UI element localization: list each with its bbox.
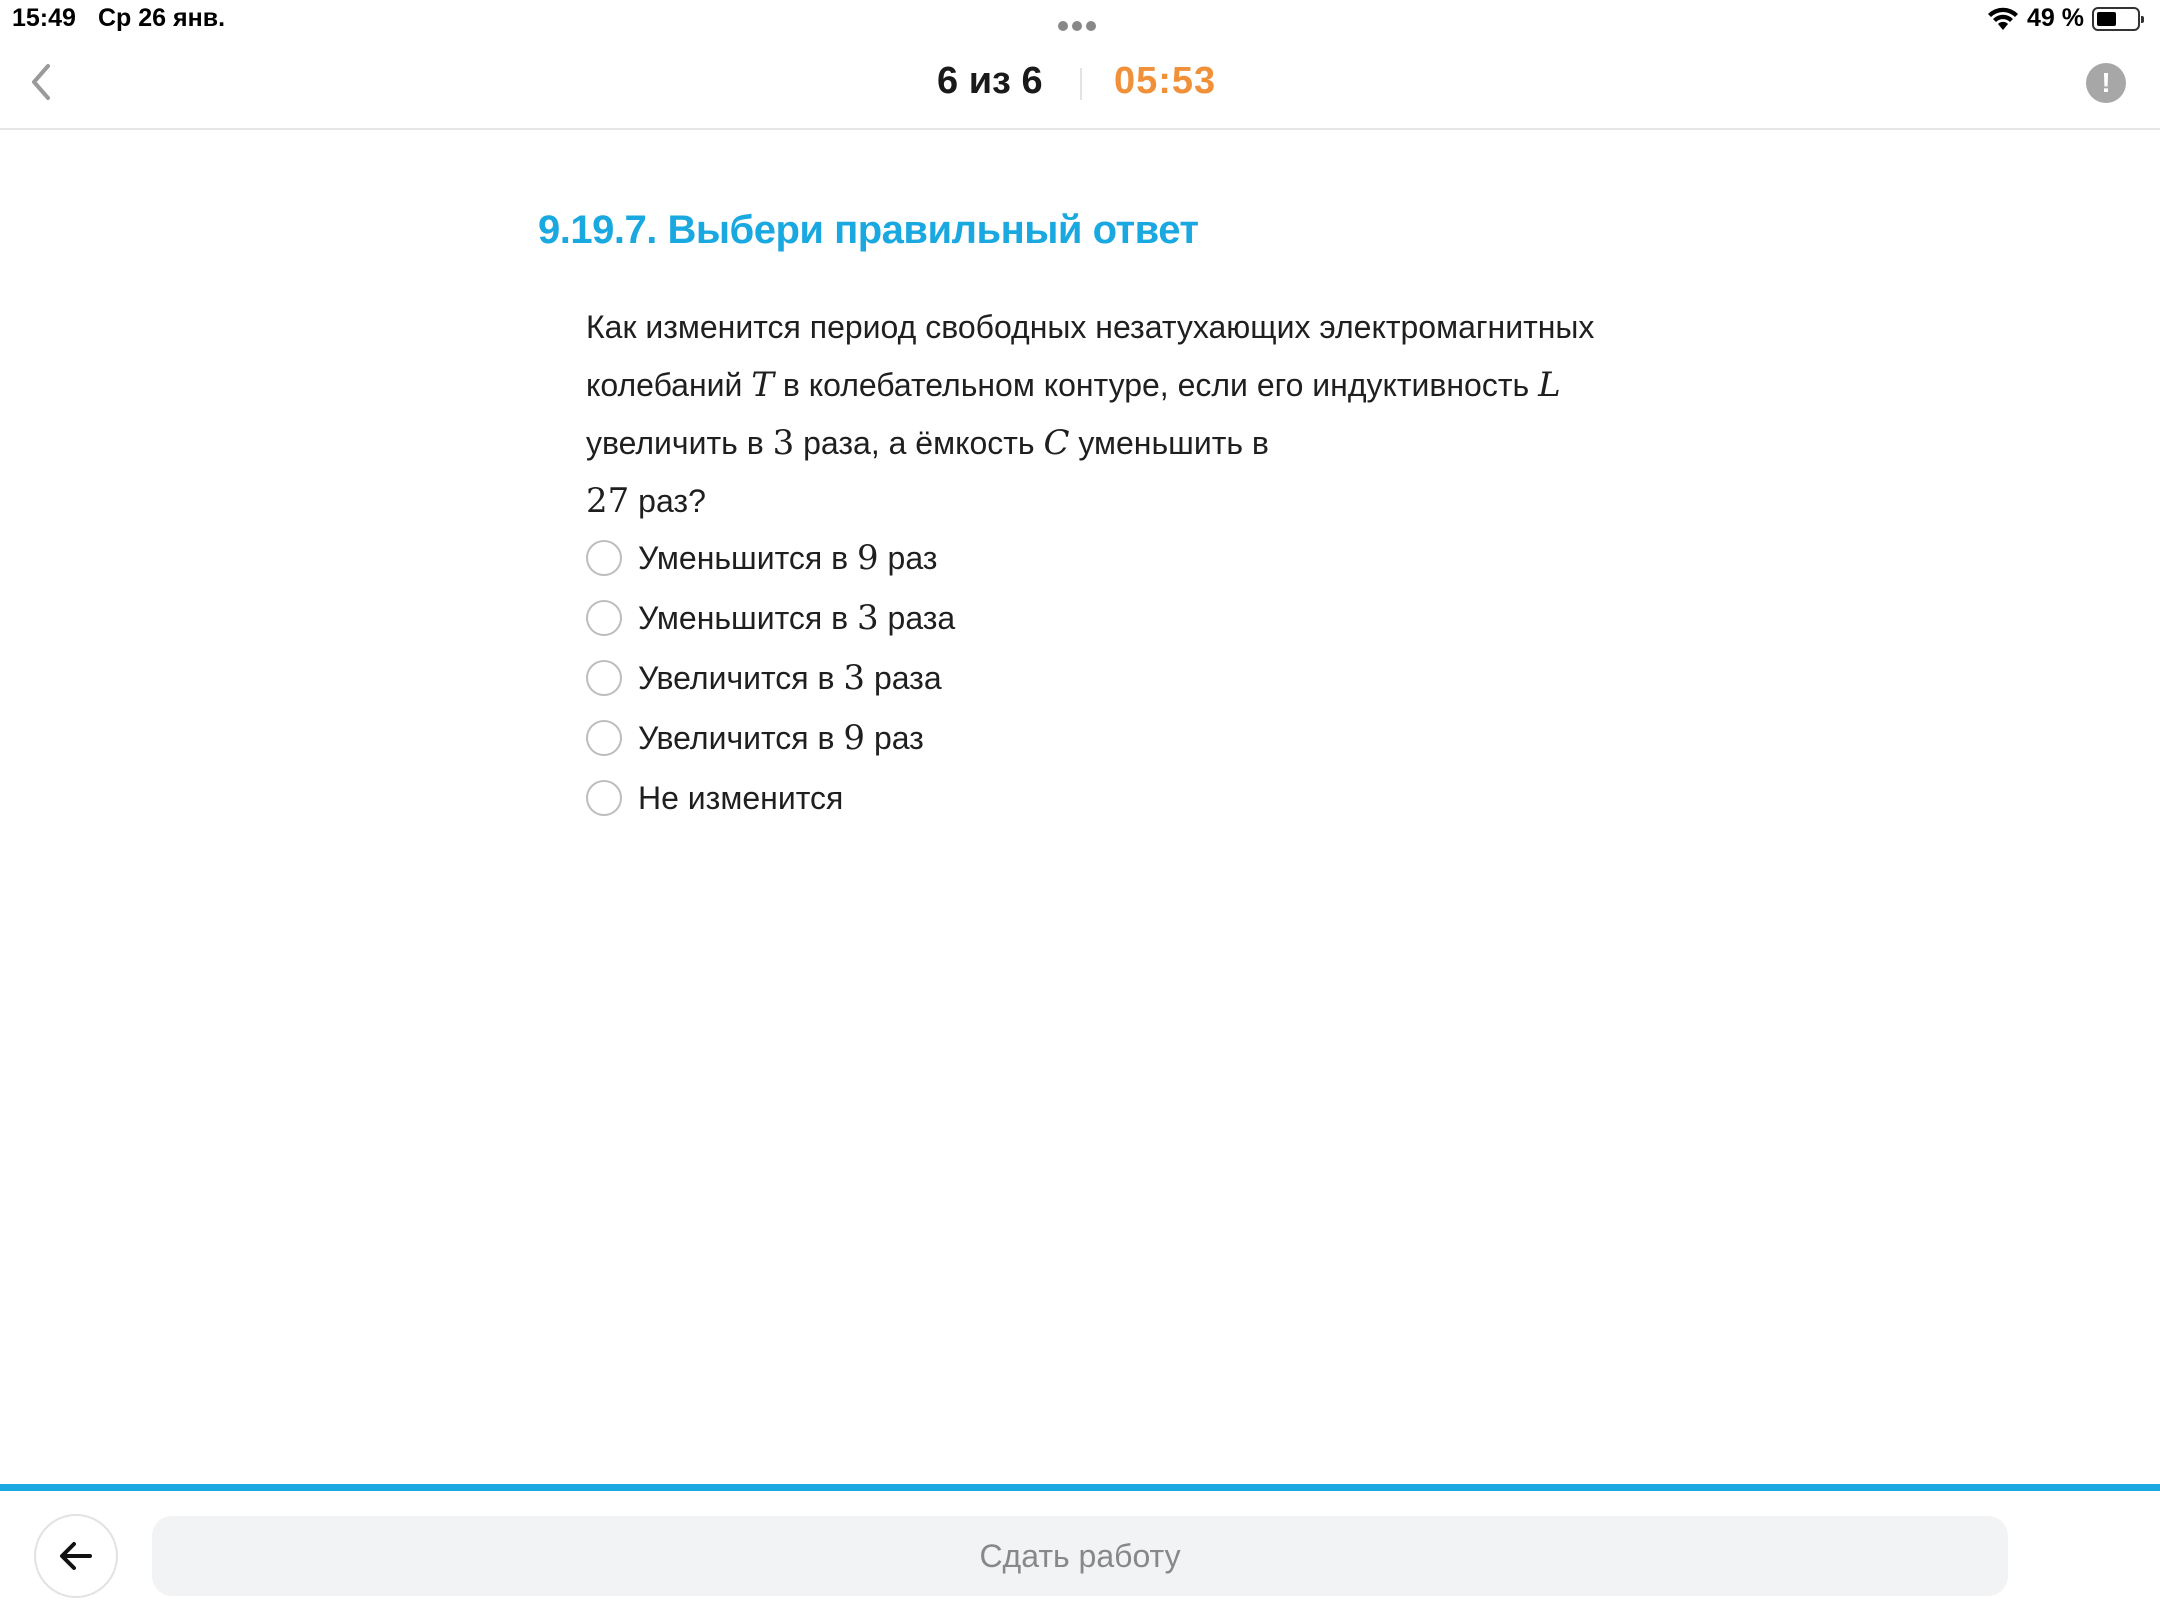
variable-t: T bbox=[751, 365, 774, 405]
status-indicators bbox=[1987, 4, 2140, 33]
report-problem-icon[interactable]: ! bbox=[2086, 63, 2126, 103]
submit-work-button[interactable]: Сдать работу bbox=[152, 1516, 2008, 1596]
option-label: Уменьшится в 3 раза bbox=[638, 598, 956, 638]
answer-option-2[interactable] bbox=[586, 588, 955, 648]
status-time: 15:49 bbox=[12, 4, 76, 32]
previous-question-button[interactable] bbox=[34, 1514, 118, 1598]
variable-c: C bbox=[1043, 423, 1070, 463]
timer: 05:53 bbox=[1114, 60, 1217, 102]
answer-option-3[interactable] bbox=[586, 648, 955, 708]
top-nav bbox=[0, 40, 2160, 130]
question-counter: 6 из 6 bbox=[937, 60, 1043, 102]
option-label: Уменьшится в 9 раз bbox=[638, 538, 938, 578]
option-label: Увеличится в 9 раз bbox=[638, 718, 924, 758]
arrow-left-icon bbox=[58, 1540, 94, 1572]
answer-option-4[interactable] bbox=[586, 708, 955, 768]
question-part: раз? bbox=[629, 483, 706, 519]
variable-l: L bbox=[1538, 365, 1561, 405]
progress-bar bbox=[0, 1484, 2160, 1491]
battery-icon bbox=[2092, 7, 2140, 31]
radio-button[interactable] bbox=[586, 540, 622, 576]
option-label: Увеличится в 3 раза bbox=[638, 658, 942, 698]
question-part: уменьшить в bbox=[1069, 425, 1269, 461]
answer-options bbox=[586, 528, 955, 828]
question-part: увеличить в bbox=[586, 425, 773, 461]
number-3: 3 bbox=[772, 423, 795, 463]
radio-button[interactable] bbox=[586, 660, 622, 696]
multitasking-dots-icon[interactable] bbox=[1058, 18, 1102, 30]
question-part: Как изменится период свободных незатухающих электромагнитных колебаний bbox=[586, 309, 1595, 403]
number-27: 27 bbox=[586, 481, 630, 521]
answer-option-1[interactable] bbox=[586, 528, 955, 588]
answer-option-5[interactable] bbox=[586, 768, 955, 828]
question-part: раза, а ёмкость bbox=[794, 425, 1044, 461]
battery-percent: 49 % bbox=[2027, 4, 2084, 32]
status-date: Ср 26 янв. bbox=[98, 4, 226, 32]
task-title: 9.19.7. Выбери правильный ответ bbox=[538, 208, 1199, 252]
radio-button[interactable] bbox=[586, 600, 622, 636]
radio-button[interactable] bbox=[586, 720, 622, 756]
wifi-icon bbox=[1987, 6, 2019, 32]
nav-divider bbox=[1080, 68, 1082, 100]
battery-fill bbox=[2097, 12, 2116, 26]
question-text bbox=[586, 298, 1666, 530]
chevron-left-icon[interactable] bbox=[22, 60, 62, 104]
progress-fill bbox=[0, 1484, 2160, 1491]
question-part: в колебательном контуре, если его индуктивность bbox=[773, 367, 1539, 403]
radio-button[interactable] bbox=[586, 780, 622, 816]
option-label: Не изменится bbox=[638, 780, 844, 816]
status-bar bbox=[0, 0, 2160, 40]
